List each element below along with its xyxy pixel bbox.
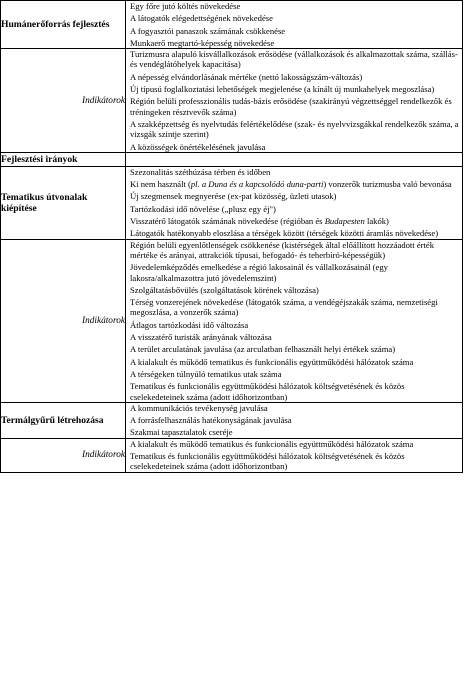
row-header-indicators: Indikátorok [1,239,126,402]
row-items [126,166,463,239]
row-items-empty [126,152,463,166]
row-items [126,1,463,49]
list-item: Ki nem használt (pl. a Duna és a kapcsolódó duna-parti) vonzerők turizmusba való bevonása [130,179,452,190]
row-items [126,438,463,472]
list-item: Új szegmensek megnyerése (ex-pat közösség, üzleti utasok) [130,191,337,202]
list-item: Szezonalitás széthúzása térben és időben [130,166,271,177]
list-item: A kommunikációs tevékenység javulása [130,402,268,413]
list-item: Munkaerő megtartó-képesség növekedése [130,37,275,48]
list-item: A népesség elvándorlásának mértéke (nettó lakosságszám-változás) [130,71,363,82]
row-header-development-directions: Fejlesztési irányok [1,152,126,166]
table-row [1,1,463,49]
list-item: A közösségek önértékelésének javulása [130,141,266,152]
table-row [1,166,463,239]
table-row [1,402,463,438]
list-item: A látogatók elégedettségének növekedése [130,13,273,24]
list-item: Régión belüli professzionális tudás-bázis erősödése (szakirányú végzettséggel rendelkezők és tréningeken résztvevők száma) [130,96,452,117]
list-item: A visszatérő turisták arányának változása [130,332,272,343]
list-item: Egy főre jutó költés növekedése [130,1,241,11]
list-item: A forrásfelhasználás hatékonyságának javulása [130,415,292,426]
list-item: Tematikus és funkcionális együttműködési hálózatok költségvetésének és közös cselekedeteinek száma (adott időhorizontban) [130,450,405,472]
list-item: Visszatérő látogatók számának növekedése (régióban és Budapesten lakók) [130,216,389,227]
list-item: Átlagos tartózkodási idő változása [130,319,249,330]
list-item: Új típusú foglalkoztatási lehetőségek megjelenése (a kínált új munkahelyek megoszlása) [130,84,435,95]
list-item: Térség vonzerejének növekedése (látogatók száma, a vendégéjszakák száma, nemzetiségi megoszlása, a vonzerők száma) [130,297,438,318]
row-header-indicators: Indikátorok [1,438,126,472]
table-row [1,438,463,472]
table-row [1,152,463,166]
list-item: Tematikus és funkcionális együttműködési hálózatok költségvetésének és közös cselekedeteinek száma (adott időhorizontban) [130,381,405,402]
list-item: Szakmai tapasztalatok cseréje [130,427,233,438]
list-item: A terület arculatának javulása (az arculatban felhasznált helyi értékek száma) [130,344,396,355]
row-header-thematic-routes: Tematikus útvonalak kiépítése [1,166,126,239]
list-item: Látogatók hatékonyabb eloszlása a térségek között (térségek közötti áramlás növekedése) [130,228,439,239]
list-item: A kialakult és működő tematikus és funkcionális együttműködési hálózatok száma [130,356,414,367]
list-item: Régión belüli egyenlőtlenségek csökkenése (kistérségek által előállított hozzáadott érték mértéke és arányai, attrakciók típusai, befogadó- és teherbíró-képességük) [130,239,435,260]
row-header-hr-development: Humánerőforrás fejlesztés [1,1,126,49]
row-items [126,402,463,438]
list-item: Turizmusra alapuló kisvállalkozások erősödése (vállalkozások és alkalmazottak száma, szállás- és vendéglátóhelyek kapacitása) [130,49,458,70]
row-header-indicators: Indikátorok [1,49,126,153]
row-items [126,49,463,153]
list-item: Tartózkodási idő növelése („plusz egy éj") [130,203,276,214]
list-item: A kialakult és működő tematikus és funkcionális együttműködési hálózatok száma [130,438,414,449]
list-item: Jövedelemképződés emelkedése a régió lakosainál és vállalkozásainál (egy lakosra/alkalmazottra jutó jövedelemszint) [130,262,388,283]
list-item: Szolgáltatásbővülés (szolgáltatások körének változása) [130,284,319,295]
table-row [1,239,463,402]
table-row [1,49,463,153]
row-header-thermal-ring: Termálgyűrű létrehozása [1,402,126,438]
list-item: A fogyasztói panaszok számának csökkenése [130,25,286,36]
row-items [126,239,463,402]
list-item: A térségeken túlnyúló tematikus utak száma [130,368,282,379]
list-item: A szakképzettség és nyelvtudás felértékelődése (szak- és nyelvvizsgákkal rendelkezők száma, a vizsgák szintje szerint) [130,118,459,140]
